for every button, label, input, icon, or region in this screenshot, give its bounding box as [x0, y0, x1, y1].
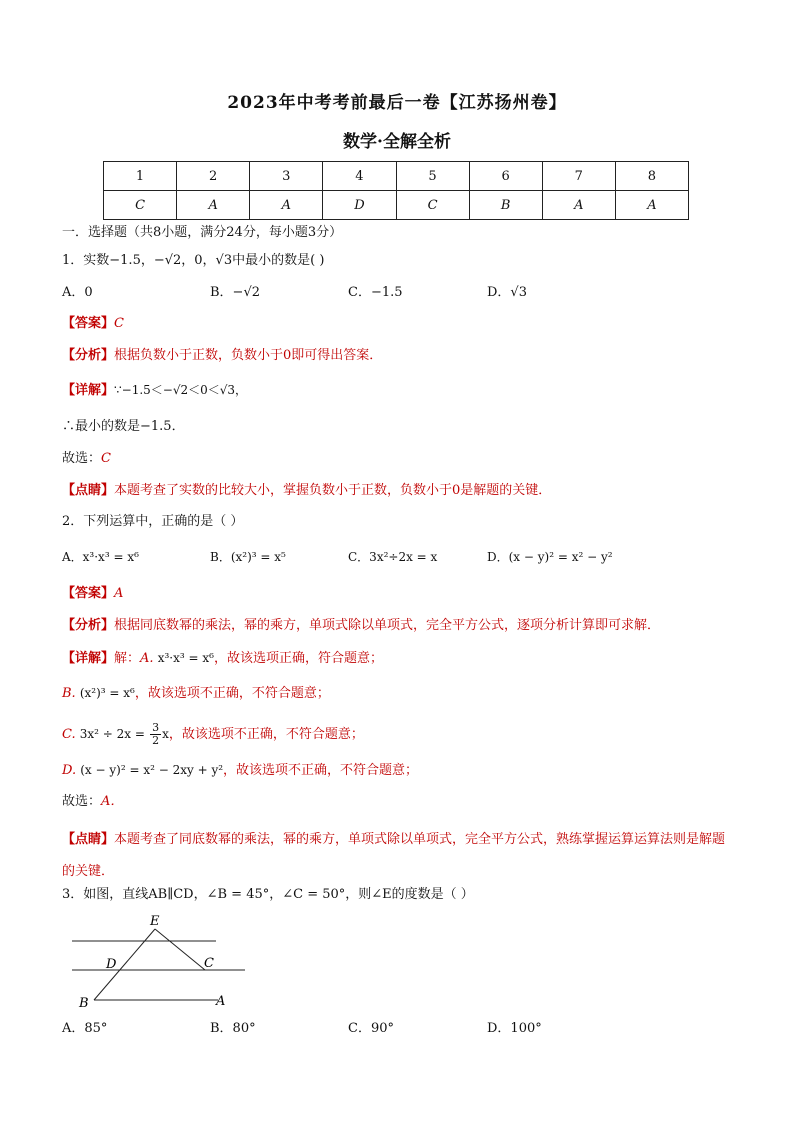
- q3-option-b: B．80°: [210, 1021, 256, 1036]
- q3-option-c: C．90°: [348, 1021, 394, 1036]
- q2-analysis: [62, 617, 660, 635]
- detail-letter: D.: [62, 763, 77, 778]
- page-title: 2023年中考考前最后一卷【江苏扬州卷】: [227, 93, 567, 113]
- segment-ec: [155, 929, 205, 970]
- analysis-tag: 【分析】: [62, 348, 115, 363]
- q1-answer: [62, 315, 124, 333]
- detail-text: ，故该选项不正确，不符合题意；: [168, 727, 364, 742]
- label-a: A: [216, 994, 226, 1009]
- analysis-text: 根据负数小于正数，负数小于0即可得出答案．: [114, 348, 383, 363]
- detail-letter: C.: [62, 727, 76, 742]
- analysis-text: 根据同底数幂的乘法，幂的乘方，单项式除以单项式，完全平方公式，逐项分析计算即可求解．: [114, 618, 661, 633]
- fraction: [150, 722, 161, 747]
- page-subtitle: 数学·全解全析: [343, 132, 451, 152]
- detail-math: x³·x³ = x⁶: [157, 651, 214, 665]
- q1-option-b: B．−√2: [210, 285, 261, 300]
- q1-option-d: D．√3: [487, 285, 527, 300]
- comment-tag: 【点睛】: [62, 483, 115, 498]
- q2-choose: [62, 793, 123, 811]
- label-b: B: [79, 996, 89, 1011]
- table-cell: A: [542, 191, 615, 220]
- detail-letter: A.: [140, 651, 154, 666]
- answer-table-numbers-row: [104, 162, 689, 191]
- q1-stem: 1．实数−1.5，−√2，0，√3中最小的数是( ): [62, 253, 325, 268]
- table-cell: A: [250, 191, 323, 220]
- detail-tag: 【详解】: [62, 651, 115, 666]
- detail-text: ，故该选项不正确，不符合题意；: [134, 686, 330, 701]
- answer-tag: 【答案】: [62, 586, 115, 601]
- q3-geometry-figure: [60, 908, 260, 1012]
- detail-tag: 【详解】: [62, 383, 115, 398]
- label-d: D: [106, 957, 117, 972]
- detail-text: ∵−1.5＜−√2＜0＜√3，: [114, 383, 248, 397]
- table-cell: A: [177, 191, 250, 220]
- q2-detail-b: [62, 684, 330, 703]
- q3-option-a: A．85°: [62, 1021, 108, 1036]
- table-cell: B: [469, 191, 542, 220]
- q2-option-c: C．3x²÷2x = x: [348, 550, 438, 564]
- table-cell: 1: [104, 162, 177, 191]
- answer-table: [103, 161, 689, 220]
- answer-tag: 【答案】: [62, 316, 115, 331]
- comment-tag: 【点睛】: [62, 832, 115, 847]
- label-c: C: [204, 956, 214, 971]
- detail-math: (x²)³ = x⁶: [79, 686, 135, 700]
- fraction-denominator: 2: [152, 734, 160, 747]
- choose-value: A．: [101, 794, 124, 809]
- analysis-tag: 【分析】: [62, 618, 115, 633]
- q2-option-d: D．(x − y)² = x² − y²: [487, 550, 613, 564]
- detail-text: ，故该选项正确，符合题意；: [213, 651, 383, 666]
- q1-option-c: C．−1.5: [348, 285, 403, 300]
- q3-option-d: D．100°: [487, 1021, 542, 1036]
- section-heading: 一．选择题（共8小题，满分24分，每小题3分）: [62, 225, 343, 240]
- answer-table-letters-row: [104, 191, 689, 220]
- comment-text: 本题考查了同底数幂的乘法，幂的乘方，单项式除以单项式，完全平方公式，熟练掌握运算运算法则是解题的关键．: [62, 832, 726, 879]
- q2-comment: [62, 824, 732, 888]
- q1-detail-conclusion: ∴最小的数是−1.5．: [62, 419, 185, 434]
- choose-label: 故选：: [62, 794, 102, 809]
- q1-option-a: A．0: [62, 285, 93, 300]
- comment-text: 本题考查了实数的比较大小，掌握负数小于正数，负数小于0是解题的关键．: [114, 483, 552, 498]
- label-e: E: [150, 914, 160, 929]
- table-cell: A: [615, 191, 688, 220]
- table-cell: 4: [323, 162, 396, 191]
- segment-be: [94, 929, 155, 1000]
- table-cell: C: [396, 191, 469, 220]
- table-cell: C: [104, 191, 177, 220]
- detail-math-tail: x: [162, 727, 169, 741]
- q1-choose: [62, 450, 111, 468]
- table-cell: D: [323, 191, 396, 220]
- q2-stem: 2．下列运算中，正确的是（ ）: [62, 514, 244, 529]
- detail-math: 3x² ÷ 2x =: [79, 727, 145, 741]
- q2-answer: [62, 585, 123, 603]
- q2-detail-a: [62, 649, 383, 668]
- q2-option-a: A．x³·x³ = x⁶: [62, 550, 139, 564]
- detail-prefix: 解：: [114, 651, 141, 666]
- table-cell: 3: [250, 162, 323, 191]
- table-cell: 2: [177, 162, 250, 191]
- table-cell: 5: [396, 162, 469, 191]
- detail-letter: B.: [62, 686, 76, 701]
- q1-detail: [62, 381, 247, 400]
- table-cell: 7: [542, 162, 615, 191]
- q2-option-b: B．(x²)³ = x⁵: [210, 550, 286, 564]
- q1-analysis: [62, 347, 382, 365]
- detail-math: (x − y)² = x² − 2xy + y²: [80, 763, 224, 777]
- q3-stem: 3．如图，直线AB∥CD，∠B = 45°，∠C = 50°，则∠E的度数是（ ）: [62, 887, 474, 902]
- q2-detail-c: [62, 722, 364, 747]
- answer-value: C: [114, 316, 124, 331]
- q1-comment: [62, 482, 551, 500]
- q2-detail-d: [62, 761, 418, 780]
- table-cell: 6: [469, 162, 542, 191]
- choose-label: 故选：: [62, 451, 102, 466]
- table-cell: 8: [615, 162, 688, 191]
- choose-value: C: [101, 451, 111, 466]
- detail-text: ，故该选项不正确，不符合题意；: [223, 763, 419, 778]
- fraction-numerator: 3: [152, 721, 160, 734]
- answer-value: A: [114, 586, 124, 601]
